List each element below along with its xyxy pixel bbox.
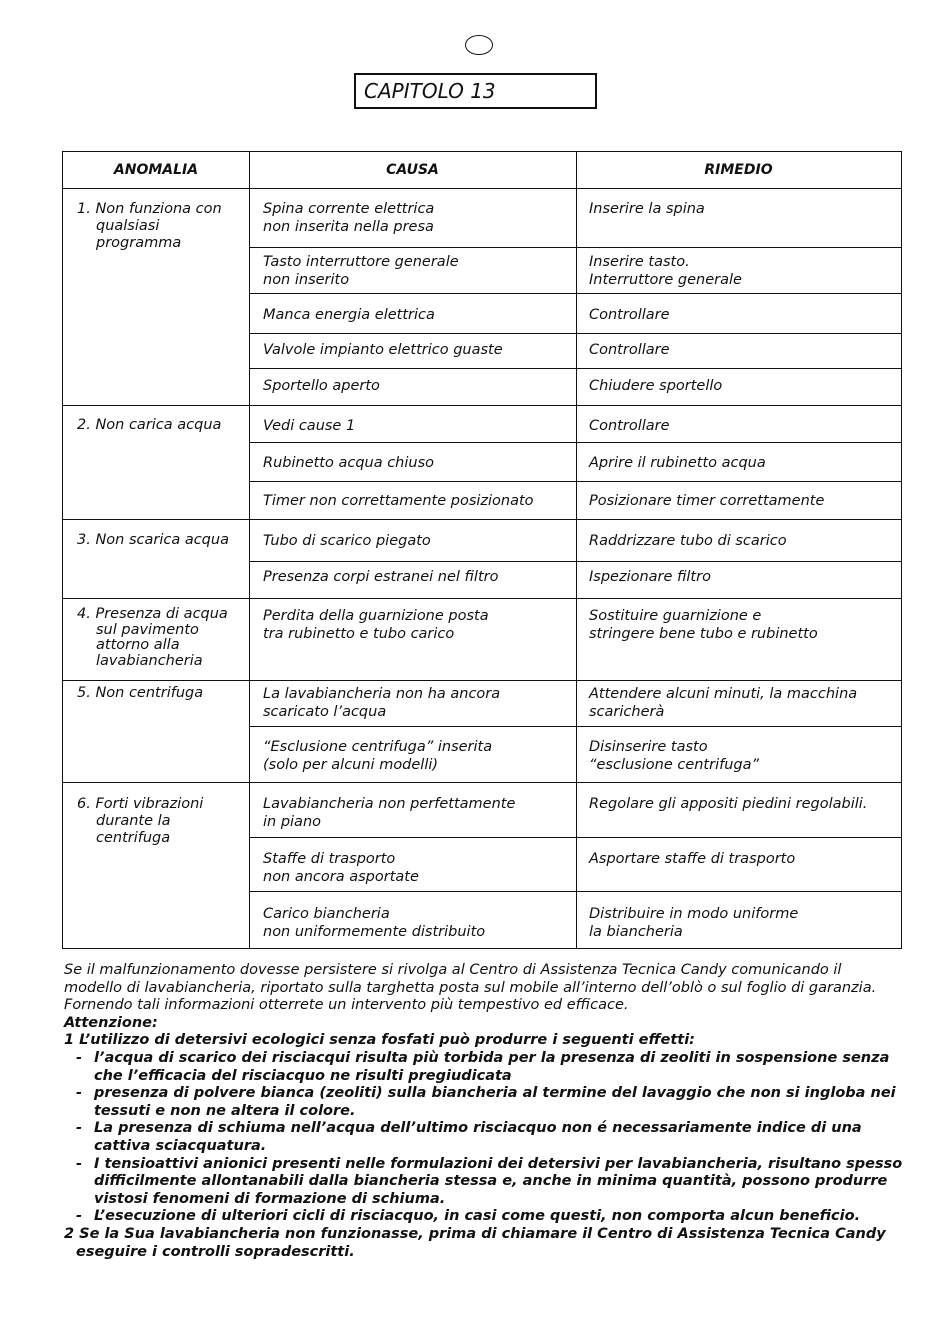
rimedio-cell: Sostituire guarnizione e stringere bene tubo e rubinetto: [589, 608, 818, 642]
anomaly-3: [77, 532, 229, 549]
anomaly-text: 5. Non centrifuga: [77, 685, 204, 701]
rimedio-cell: Distribuire in modo uniforme la biancheria: [589, 906, 799, 940]
column-divider: [576, 152, 577, 948]
note-point-2: 2 Se la Sua lavabiancheria non funzionasse, prima di chiamare il Centro di Assistenza Tecnica Candy: [64, 1225, 886, 1242]
anomaly-5: [77, 685, 203, 702]
causa-cell: Valvole impianto elettrico guaste: [263, 342, 503, 358]
effect-text: L’esecuzione di ulteriori cicli di risciacquo, in casi come questi, non comporta alcun beneficio.: [94, 1208, 861, 1225]
row-separator: [249, 891, 901, 892]
anomaly-4: [77, 607, 228, 669]
rimedio-cell: Asportare staffe di trasporto: [589, 851, 796, 867]
rimedio-cell: Raddrizzare tubo di scarico: [589, 533, 787, 549]
rimedio-cell: Controllare: [589, 307, 670, 323]
troubleshooting-table: [62, 151, 902, 949]
anomaly-text: lavabiancheria: [96, 652, 203, 669]
group-separator: [63, 680, 901, 681]
header-causa: CAUSA: [386, 162, 439, 178]
anomaly-text: sul pavimento: [96, 621, 199, 638]
effect-text: I tensioattivi anionici presenti nelle formulazioni dei detersivi per lavabiancheria, risultano spesso difficilmente allontanabili dalla biancheria stessa e, anche in minima quantità, possono produrre vistosi fenomeni di formazione di schiuma.: [94, 1155, 903, 1207]
attention-heading: Attenzione:: [64, 1014, 158, 1031]
intro-line: Se il malfunzionamento dovesse persistere si rivolga al Centro di Assistenza Tecnica Candy comunicando il: [64, 962, 842, 978]
anomaly-text: 4. Presenza di acqua: [77, 606, 228, 622]
effect-text: presenza di polvere bianca (zeoliti) sulla biancheria al termine del lavaggio che non si ingloba nei tessuti e non ne altera il colore.: [94, 1085, 896, 1119]
causa-cell: La lavabiancheria non ha ancora scaricato l’acqua: [263, 686, 501, 720]
causa-cell: Presenza corpi estranei nel filtro: [263, 569, 499, 585]
causa-cell: Staffe di trasporto non ancora asportate: [263, 851, 419, 885]
anomaly-text: qualsiasi: [96, 218, 160, 234]
causa-cell: Vedi cause 1: [263, 418, 356, 434]
anomaly-text: attorno alla: [96, 637, 180, 653]
causa-cell: Sportello aperto: [263, 378, 380, 394]
rimedio-cell: Aprire il rubinetto acqua: [589, 455, 766, 471]
causa-cell: Manca energia elettrica: [263, 307, 435, 323]
causa-cell: Lavabiancheria non perfettamente in piano: [263, 796, 516, 830]
effect-text: l’acqua di scarico dei risciacqui risulta più torbida per la presenza di zeoliti in sospensione senza che l’efficacia del risciacquo ne risulti pregiudicata: [94, 1049, 890, 1084]
footer-notes: [64, 962, 914, 1261]
rimedio-cell: Inserire la spina: [589, 201, 705, 217]
causa-cell: Rubinetto acqua chiuso: [263, 455, 435, 471]
anomaly-text: 6. Forti vibrazioni: [77, 796, 204, 812]
row-separator: [249, 442, 901, 443]
column-divider: [249, 152, 250, 948]
row-separator: [249, 561, 901, 562]
intro-line: Fornendo tali informazioni otterrete un intervento più tempestivo ed efficace.: [64, 997, 629, 1014]
rimedio-cell: Ispezionare filtro: [589, 569, 711, 585]
rimedio-cell: Chiudere sportello: [589, 378, 723, 394]
effect-item: - La presenza di schiuma nell’acqua dell’ultimo risciacquo non é necessariamente indice di una cattiva sciacquatura.: [76, 1120, 862, 1154]
effect-item: - I tensioattivi anionici presenti nelle formulazioni dei detersivi per lavabiancheria, risultano spesso difficilmente allontanabili dalla biancheria stessa e, anche in minima quantità, possono produrre vistosi fenomeni di formazione di schiuma.: [76, 1155, 903, 1207]
row-separator: [249, 247, 901, 248]
causa-cell: “Esclusione centrifuga” inserita (solo per alcuni modelli): [263, 739, 493, 773]
anomaly-text: 1. Non funziona con: [77, 201, 222, 217]
anomaly-text: centrifuga: [96, 830, 171, 846]
causa-cell: Perdita della guarnizione posta tra rubinetto e tubo carico: [263, 608, 489, 642]
rimedio-cell: Inserire tasto. Interruttore generale: [589, 254, 742, 288]
causa-cell: Timer non correttamente posizionato: [263, 493, 534, 509]
group-separator: [63, 782, 901, 783]
rimedio-cell: Posizionare timer correttamente: [589, 493, 825, 509]
rimedio-cell: Disinserire tasto “esclusione centrifuga”: [589, 739, 760, 773]
causa-cell: Tasto interruttore generale non inserito: [263, 254, 459, 288]
intro-line: modello di lavabiancheria, riportato sulla targhetta posta sul mobile all’interno dell’oblò o sul foglio di garanzia.: [64, 979, 877, 996]
row-separator: [249, 333, 901, 334]
anomaly-text: 3. Non scarica acqua: [77, 532, 229, 548]
row-separator: [249, 726, 901, 727]
row-separator: [249, 837, 901, 838]
group-separator: [63, 519, 901, 520]
anomaly-text: programma: [96, 235, 182, 251]
effect-item: - presenza di polvere bianca (zeoliti) sulla biancheria al termine del lavaggio che non si ingloba nei tessuti e non ne altera il colore.: [76, 1085, 896, 1119]
chapter-title: CAPITOLO 13: [354, 73, 597, 109]
row-separator: [249, 293, 901, 294]
row-separator: [249, 481, 901, 482]
header-separator: [63, 188, 901, 189]
note-point-1: 1 L’utilizzo di detersivi ecologici senza fosfati può produrre i seguenti effetti:: [64, 1032, 695, 1049]
effect-item: - L’esecuzione di ulteriori cicli di risciacquo, in casi come questi, non comporta alcun beneficio.: [76, 1208, 861, 1225]
causa-cell: Spina corrente elettrica non inserita nella presa: [263, 201, 435, 235]
anomaly-2: [77, 417, 221, 434]
group-separator: [63, 598, 901, 599]
anomaly-text: 2. Non carica acqua: [77, 417, 222, 433]
rimedio-cell: Regolare gli appositi piedini regolabili.: [589, 796, 868, 812]
language-oval-icon: [465, 35, 493, 55]
anomaly-6: [77, 796, 203, 847]
group-separator: [63, 405, 901, 406]
header-rimedio: RIMEDIO: [704, 162, 773, 178]
causa-cell: Tubo di scarico piegato: [263, 533, 431, 549]
note-point-2-cont: eseguire i controlli sopradescritti.: [76, 1243, 355, 1260]
row-separator: [249, 368, 901, 369]
effect-item: - l’acqua di scarico dei risciacqui risulta più torbida per la presenza di zeoliti in sospensione senza che l’efficacia del risciacquo ne risulti pregiudicata: [76, 1049, 890, 1084]
causa-cell: Carico biancheria non uniformemente distribuito: [263, 906, 486, 940]
anomaly-1: [77, 201, 222, 252]
anomaly-text: durante la: [96, 813, 171, 829]
rimedio-cell: Attendere alcuni minuti, la macchina scaricherà: [589, 686, 858, 720]
header-anomalia: ANOMALIA: [113, 162, 199, 178]
rimedio-cell: Controllare: [589, 342, 670, 358]
rimedio-cell: Controllare: [589, 418, 670, 434]
effect-text: La presenza di schiuma nell’acqua dell’ultimo risciacquo non é necessariamente indice di una cattiva sciacquatura.: [94, 1120, 862, 1154]
